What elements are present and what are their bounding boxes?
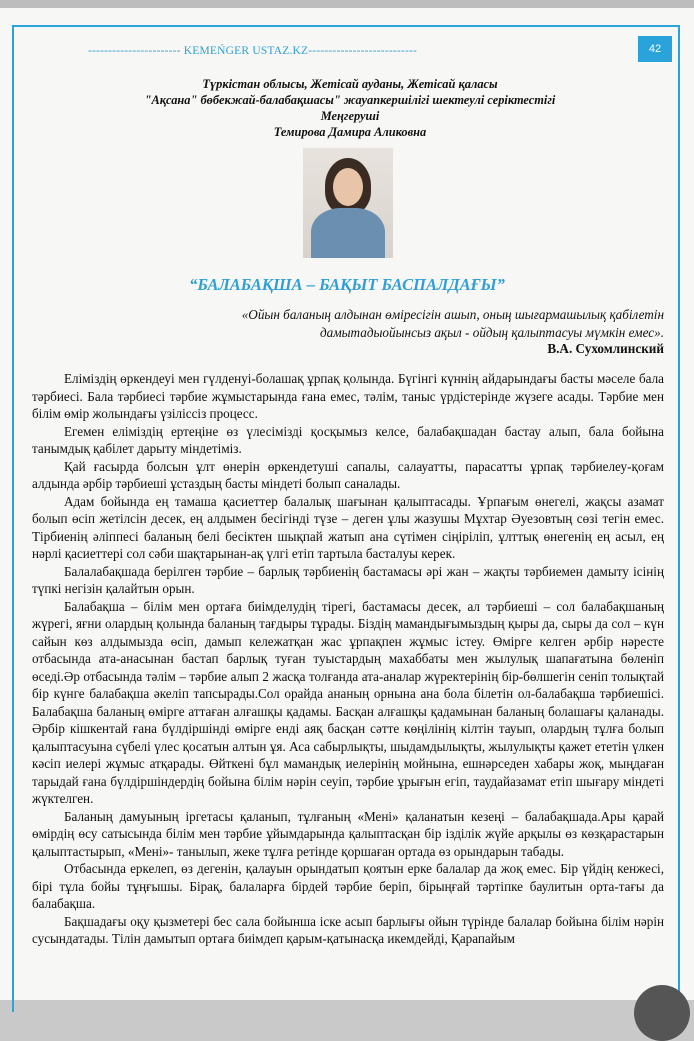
author-photo: [303, 148, 393, 258]
article-title: “БАЛАБАҚША – БАҚЫТ БАСПАЛДАҒЫ”: [189, 275, 505, 294]
organization-line: "Ақсана" бөбекжай-балабақшасы" жауапкершілігі шектеулі серіктестігі: [144, 93, 556, 107]
paragraph: Еліміздің өркендеуі мен гүлденуі-болашақ ұрпақ қолында. Бүгінгі күннің айдарындағы басты мәселе бала тәрбиесі. Бала тәрбиесі тәрбие жұмыстарында ғана емес, тәлім, таныс үрдістерінде жүзеге асады. Тәрбие мен білім өмір жолындағы үзіліссіз процесс.: [32, 371, 664, 421]
position-line: Меңгеруші: [320, 109, 380, 123]
region-line: Түркістан облысы, Жетісай ауданы, Жетісай қаласы: [202, 77, 498, 91]
paragraph: Балалабақшада берілген тәрбие – барлық тәрбиенің бастамасы әрі жан – жақты тәрбиемен дамыту ісінің түпкі негізін қалайтын орын.: [32, 563, 664, 596]
page-number-badge: 42: [638, 36, 672, 62]
paragraph: Балабақша – білім мен ортаға биімделудің тірегі, бастамасы десек, ал тәрбиеші – сол балабақшаның жүрегі, яғни олардың қолында баланың тағдыры тұрады. Біздің мамандығымыздың қыры да, сыры да сол – күн сайын көз алдымызда өсіп, дамып кележатқан жас ұрпақпен жұмыс істеу. Өмірге келген әрбір нәресте отбасында ата-анасынан бастап барлық туған туыстардың махаббаты мен жылулық шапағатына бөленіп өседі.Әр отбасында тәлім – тәрбие алып 2 жасқа толғанда ата-аналар жүректерінің бір-бөлшегін сеніп толықтай бір күнге балабақша әкеліп тапсырады.Сол орайда ананың орнына ана бола білетін ол-балабақша тәрбиешісі. Балабақша баланың өмірге аттаған алғашқы қадамы. Басқан алғашқы қадамынан баланың болашағы қаланады. Әрбір кішкентай ғана бүлдіршіндi өмірге енді аяқ басқан сәтте көңілінің кілтін тауып, олардың тұлға болып қалыптасуына сүбелі үлес қосатын алтын ұя. Аса сабырлықты, шыдамдылықты, жылулықты қажет ететін үлкен кәсіп иелері жұмыс атқарады. Өйткені бұл мамандық иелерінің мойнына, ешнәрседен хабары жоқ, мыңдаған тарыдай ғана бүлдіршіндердің бойына білім нәрін сеуіп, тәрбие ұрығын егіп, таудайазамат етіп шығару міндеті жүктелген.: [32, 598, 664, 806]
top-strip: [0, 0, 694, 8]
photo-body: [311, 208, 385, 258]
paragraph: Отбасында еркелеп, өз дегенін, қалауын орындатып қоятын ерке балалар да жоқ емес. Бір үйдің кенжесі, бірі тұла бойы тұңғышы. Бірақ, балаларға бірдей тәрбие беріп, бірыңғай тәртіпке баулитын орта-тағы да балабақша.: [32, 861, 664, 911]
scroll-button[interactable]: [634, 985, 690, 1041]
paragraph: Баланың дамуының іргетасы қаланып, тұлғаның «Мені» қаланатын кезеңі – балабақшада.Ары қарай өмірдің өсу сатысында білім мен тәрбие ұйымдарында қалыптасқан бір ізділік жүйе арқылы өз көзқарастарын қалыптастырып, «Мені»- танылып, жеке тұлға ретінде қоршаған ортада өз орындарын табады.: [32, 808, 664, 859]
epigraph-author: В.А. Сухомлинский: [547, 341, 664, 356]
epigraph-quote: «Ойын баланың алдынан өміресігін ашып, оның шығармашылық қабілетін дамытадыойынсыз ақыл - ойдың қалыптасуы мүмкін емес».: [241, 307, 664, 340]
author-info: [60, 76, 640, 140]
author-name: Темирова Дамира Аликовна: [273, 125, 427, 139]
paragraph: Бақшадағы оқу қызметері бес сала бойынша іске асып барлығы ойын түрінде балалар бойына білім нәрін сусындатады. Тілін дамытып ортаға биімдеп қарым-қатынасқа икемдейді, Қарапайым: [32, 913, 664, 946]
paragraph: Қай ғасырда болсын ұлт өнерін өркендетуші сапалы, салауатты, парасатты ұрпақ тәрбиелеу-қоғам алдында әрбір тәрбиеші ұстаздың басты міндеті болып саналады.: [32, 458, 664, 491]
paragraph: Егемен еліміздің ертеңіне өз үлесімізді қосқымыз келсе, балабақшадан бастау алып, бала бойына танымдық қабілет дарыту міндетіміз.: [32, 423, 664, 456]
photo-face: [333, 168, 363, 206]
article-body: [32, 370, 664, 948]
paragraph: Адам бойында ең тамаша қасиеттер балалық шағынан қалыптасады. Ұрпағым өнегелі, жақсы азамат болып өсіп жетілсін десек, ең алдымен бесігінді түзе – деген ұлы жазушы Мұхтар Әуезовтың сөзі тегін емес. Тірбиенің әліппесі баланың белі бесіктен шықпай жатып ана сүтімен сіңіріліп, ұлттық өнегенің ең асыл, ең нәрлі қасиеттері сол сәби шақтарынан-ақ үлгі етіп тартыла басталуы керек.: [32, 493, 664, 561]
site-header: ----------------------- KEMEŃGER USTAZ.KZ---------------------------: [88, 45, 418, 57]
